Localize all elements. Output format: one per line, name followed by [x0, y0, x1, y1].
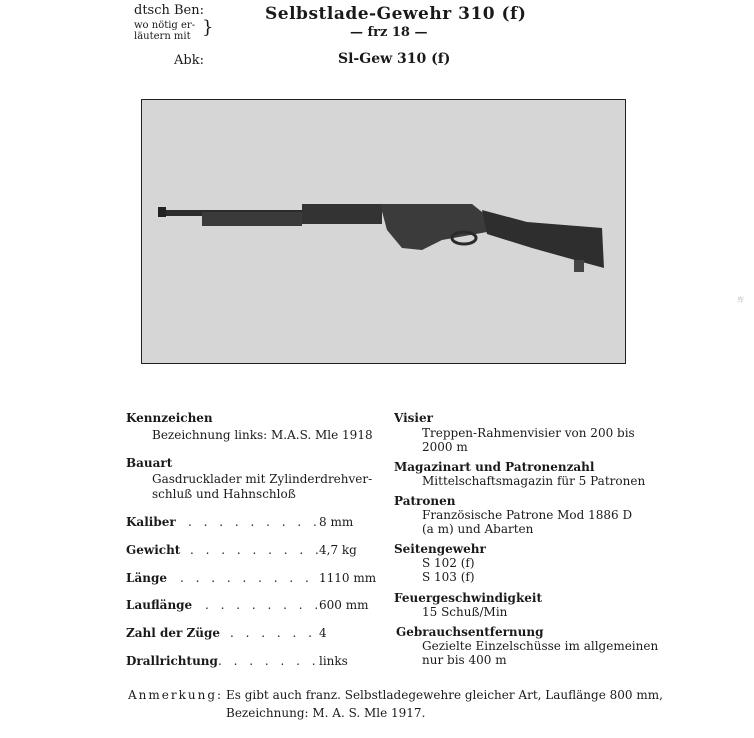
leader-dots: . . . . . . . .	[205, 598, 323, 612]
rifle-photo	[141, 99, 626, 364]
spec-label-kaliber: Kaliber	[126, 515, 176, 529]
kennzeichen-heading: Kennzeichen	[126, 411, 213, 425]
gebrauch-heading: Gebrauchsentfernung	[396, 625, 544, 639]
spec-label-lauflaenge: Lauflänge	[126, 598, 193, 612]
abk-label: Abk:	[174, 53, 204, 68]
magazin-value: Mittelschaftsmagazin für 5 Patronen	[422, 474, 646, 488]
spec-label-drall: Drallrichtung	[126, 654, 218, 668]
gebrauch-value-2: nur bis 400 m	[422, 653, 507, 667]
feuer-value: 15 Schuß/Min	[422, 605, 508, 619]
spec-value-zuege: 4	[319, 626, 327, 640]
spec-value-laenge: 1110 mm	[319, 571, 377, 585]
page-subtitle: — frz 18 —	[350, 25, 428, 40]
spec-value-gewicht: 4,7 kg	[319, 543, 357, 557]
feuer-heading: Feuergeschwindigkeit	[394, 591, 542, 605]
leader-dots: . . . . . .	[230, 626, 316, 640]
note-label: Anmerkung:	[128, 688, 224, 702]
spec-label-zuege: Zahl der Züge	[126, 626, 221, 640]
magazin-heading: Magazinart und Patronenzahl	[394, 460, 595, 474]
visier-heading: Visier	[394, 411, 433, 425]
spec-value-drall: links	[319, 654, 348, 668]
patronen-value-2: (a m) und Abarten	[422, 522, 534, 536]
note-line-2: läutern mit	[134, 31, 191, 42]
patronen-value-1: Französische Patrone Mod 1886 D	[422, 508, 633, 522]
kennzeichen-value: Bezeichnung links: M.A.S. Mle 1918	[152, 428, 373, 442]
note-line-1: Es gibt auch franz. Selbstladegewehre gleicher Art, Lauflänge 800 mm,	[226, 688, 663, 702]
leader-dots: . . . . . . . . .	[190, 543, 323, 557]
leader-dots: . . . . . . . . . .	[180, 571, 329, 585]
side-mark: 库	[737, 296, 744, 304]
bauart-value-1: Gasdrucklader mit Zylinderdrehver-	[152, 472, 373, 486]
brace-glyph: }	[202, 17, 214, 38]
gebrauch-value-1: Gezielte Einzelschüsse im allgemeinen	[422, 639, 659, 653]
seitengewehr-value-2: S 103 (f)	[422, 570, 475, 584]
note-line-2: Bezeichnung: M. A. S. Mle 1917.	[226, 706, 426, 720]
spec-value-kaliber: 8 mm	[319, 515, 354, 529]
rifle-illustration	[142, 100, 625, 363]
seitengewehr-value-1: S 102 (f)	[422, 556, 475, 570]
leader-dots: . . . . . . . . .	[188, 515, 321, 529]
page-title: Selbstlade-Gewehr 310 (f)	[265, 4, 527, 24]
visier-value-2: 2000 m	[422, 440, 468, 454]
abk-value: Sl-Gew 310 (f)	[338, 51, 451, 67]
dtsch-label: dtsch Ben:	[134, 3, 205, 18]
patronen-heading: Patronen	[394, 494, 456, 508]
seitengewehr-heading: Seitengewehr	[394, 542, 486, 556]
spec-label-laenge: Länge	[126, 571, 167, 585]
bauart-value-2: schluß und Hahnschloß	[152, 487, 296, 501]
leader-dots: . . . . . . .	[218, 654, 320, 668]
spec-label-gewicht: Gewicht	[126, 543, 181, 557]
bauart-heading: Bauart	[126, 456, 173, 470]
visier-value-1: Treppen-Rahmenvisier von 200 bis	[422, 426, 635, 440]
note-line-1: wo nötig er-	[134, 20, 196, 31]
spec-value-lauflaenge: 600 mm	[319, 598, 369, 612]
